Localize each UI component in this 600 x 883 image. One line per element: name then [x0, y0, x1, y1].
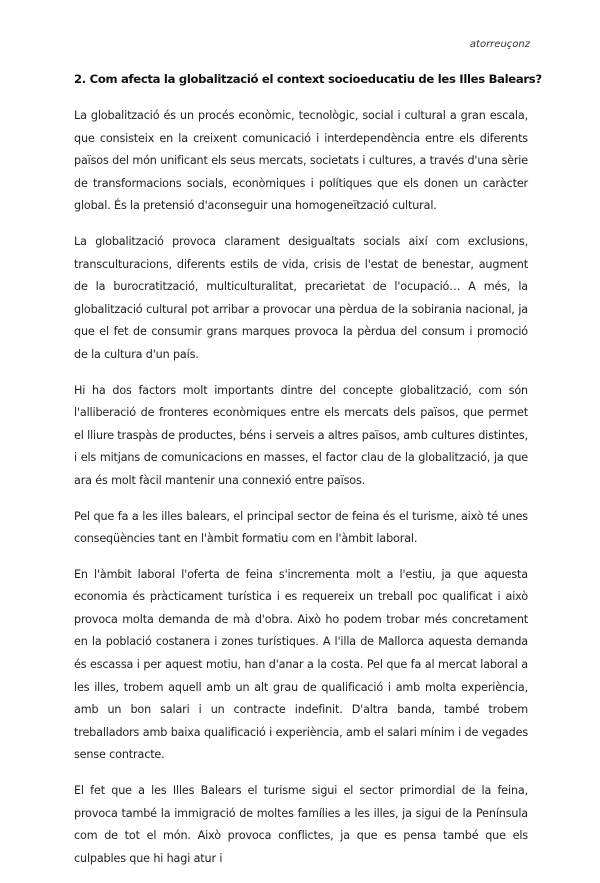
author-header: atorreuçonz	[469, 39, 530, 50]
paragraph-globalization-definition: La globalització és un procés econòmic, tecnològic, social i cultural a gran escala, que consisteix en la creixent comunicació i interdependència entre els diferents països del món unificant els seus mercats, societats i cultures, a través d'una sèrie de transformacions socials, econòmiques i polítiques que els donen un caràcter global. És la pretensió d'aconseguir una homogeneïtzació cultural.	[74, 109, 528, 213]
paragraph-factors: Hi ha dos factors molt importants dintre del concepte globalització, com són l'alliberació de fronteres econòmiques entre els mercats dels països, que permet el lliure traspàs de productes, béns i serveis a altres països, amb cultures distintes, i els mitjans de comunicacions en masses, el factor clau de la globalització, ja que ara és molt fàcil mantenir una connexió entre països.	[74, 383, 528, 487]
paragraph-labour-market: En l'àmbit laboral l'oferta de feina s'incrementa molt a l'estiu, ja que aquesta economia és pràcticament turística i es requereix un treball poc qualificat i això provoca molta demanda de mà d'obra. Això ho podem trobar més concretament en la població costanera i zones turístiques. A l'illa de Mallorca aquesta demanda és escassa i per aquest motiu, han d'anar a la costa. Pel que fa al mercat laboral a les illes, trobem aquell amb un alt grau de qualificació i amb molta experiència, amb un bon salari i un contracte indefinit. D'altra banda, també trobem treballadors amb baixa qualificació i experiència, amb el salari mínim i de vegades sense contracte.	[74, 567, 528, 762]
paragraph-balearic-tourism: Pel que fa a les illes balears, el principal sector de feina és el turisme, això té unes conseqüències tant en l'àmbit formatiu com en l'àmbit laboral.	[74, 509, 528, 546]
section-heading: 2. Com afecta la globalització el context socioeducatiu de les Illes Balears?	[74, 72, 542, 86]
paragraph-inequalities: La globalització provoca clarament desigualtats socials així com exclusions, transculturacions, diferents estils de vida, crisis de l'estat de benestar, augment de la burocratització, multiculturalitat, precarietat de l'ocupació… A més, la globalització cultural pot arribar a provocar una pèrdua de la sobirania nacional, ja que el fet de consumir grans marques provoca la pèrdua del consum i promoció de la cultura d'un país.	[74, 234, 528, 361]
document-body	[74, 105, 528, 883]
paragraph-immigration: El fet que a les Illes Balears el turisme sigui el sector primordial de la feina, provoca també la immigració de moltes famílies a les illes, ja sigui de la Península com de tot el món. Això provoca conflictes, ja que es pensa també que els culpables que hi hagi atur i	[74, 784, 528, 865]
